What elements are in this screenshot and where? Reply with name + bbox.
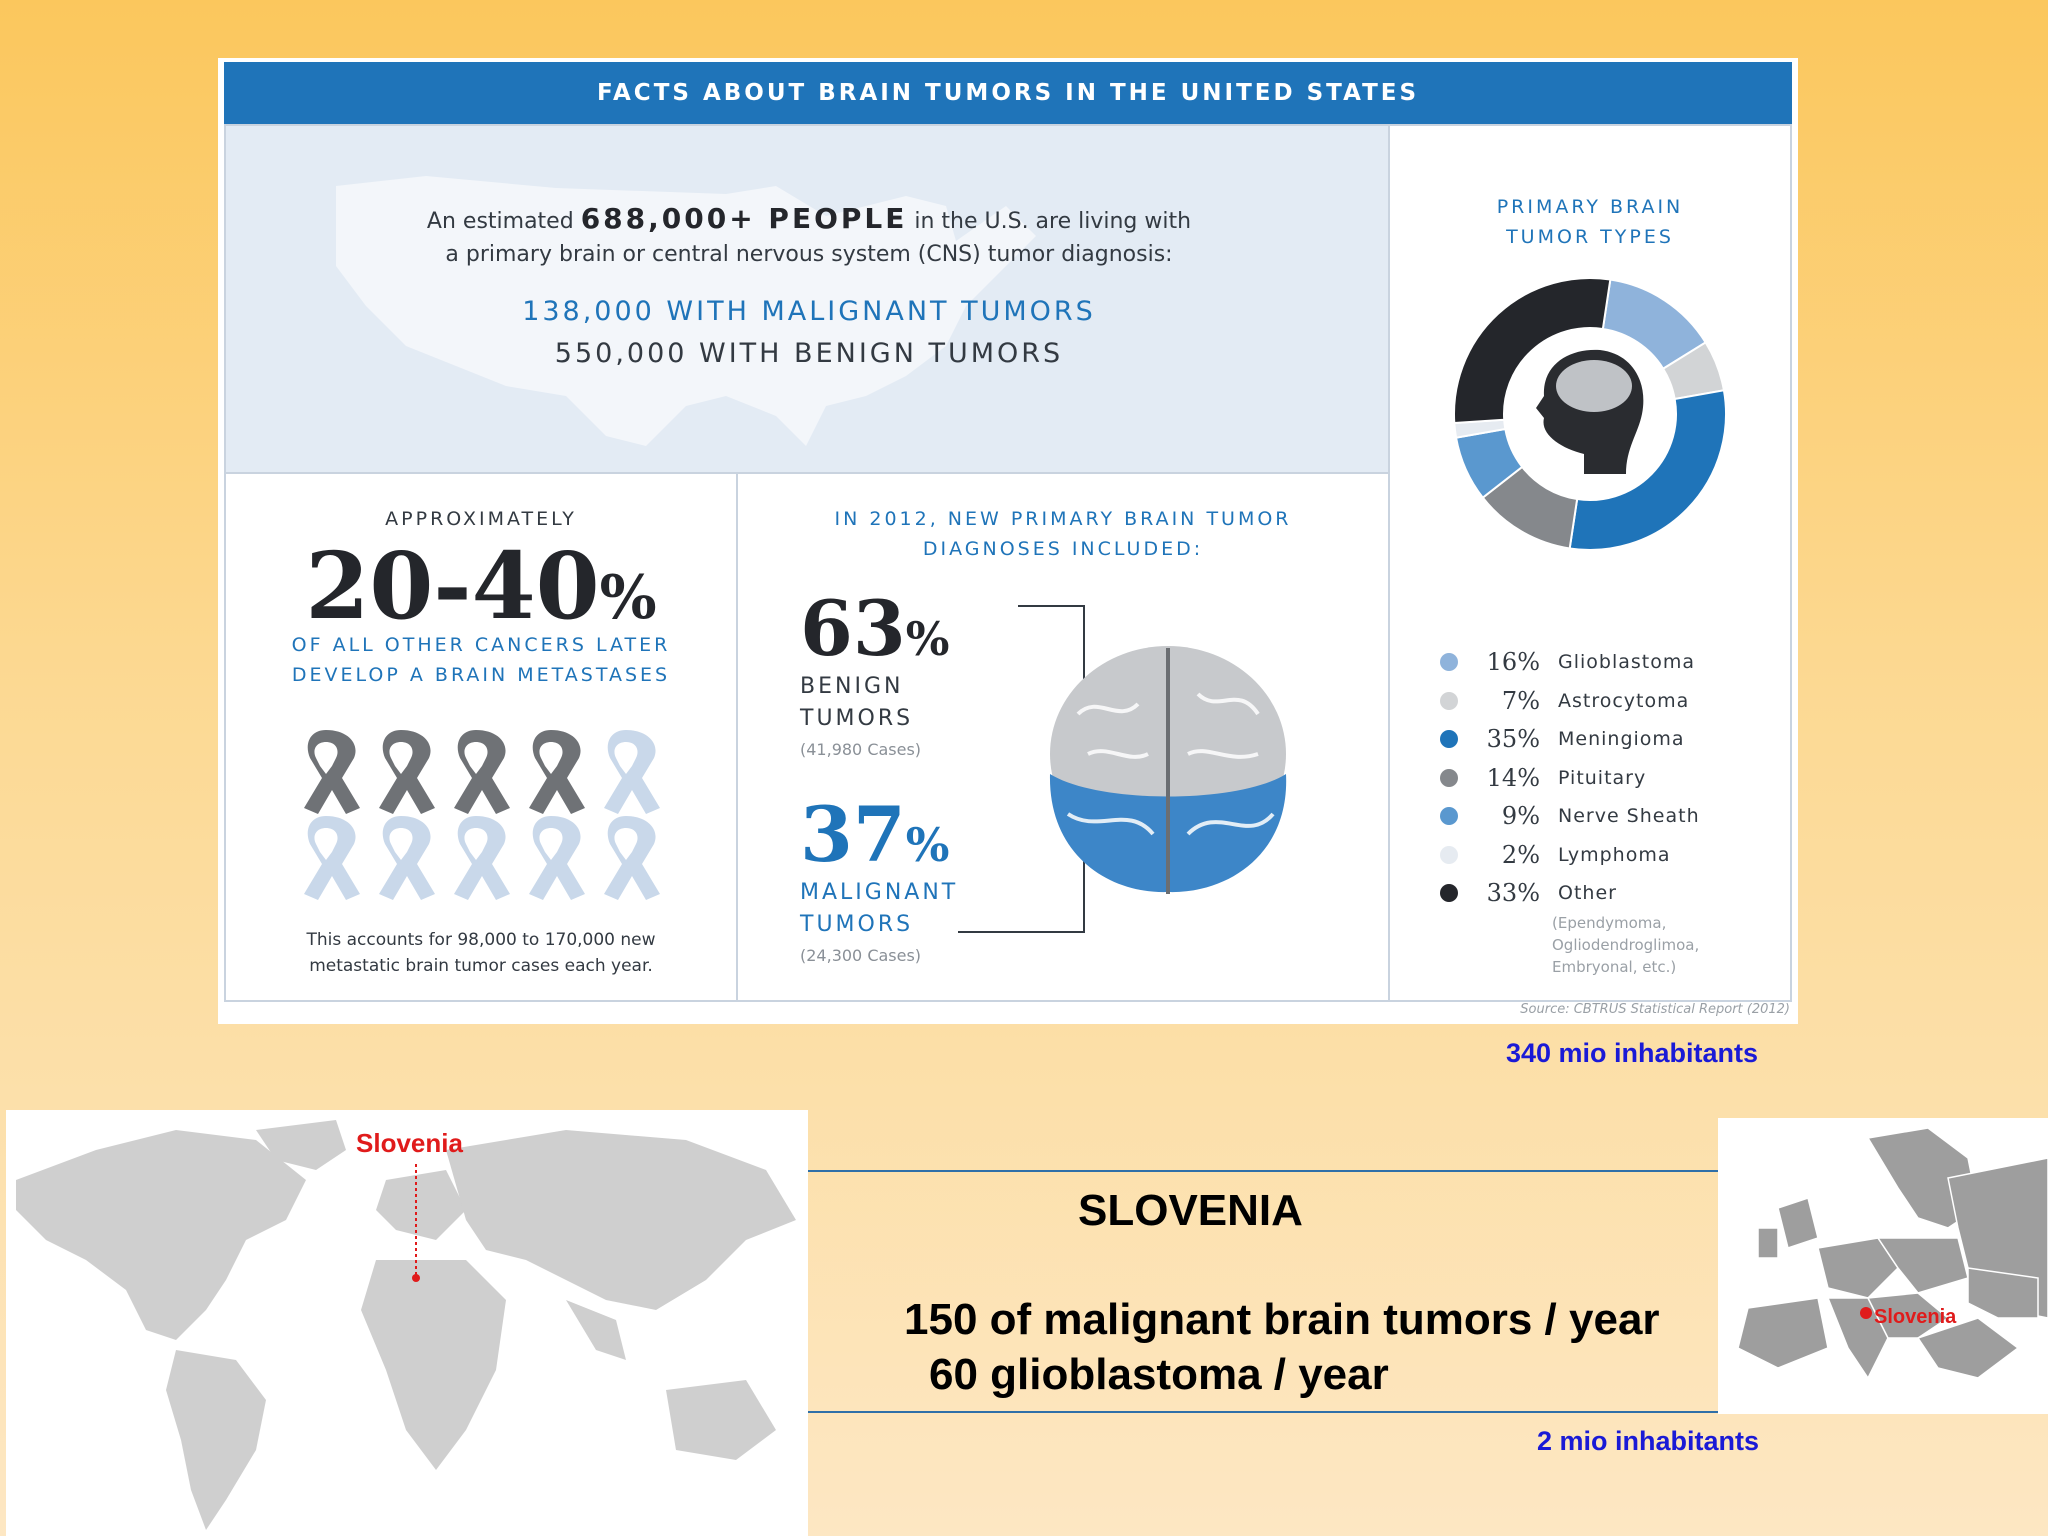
europe-map-slovenia-marker (1860, 1307, 1872, 1319)
malignant-cases: (24,300 Cases) (800, 946, 922, 965)
legend-dot (1440, 807, 1458, 825)
legend-name: Nerve Sheath (1558, 805, 1700, 827)
legend-item (1440, 721, 1685, 757)
other-note3: Embryonal, etc.) (1552, 958, 1677, 976)
range-pct-sign: % (599, 563, 657, 633)
infographic-card (218, 58, 1798, 1024)
legend-pct: 16% (1486, 648, 1540, 676)
malignant-pct (800, 790, 949, 879)
ribbon-icon (529, 816, 585, 900)
diagnoses-panel (736, 472, 1390, 1002)
ribbon-icon (379, 730, 435, 814)
metastases-footer2: metastatic brain tumor cases each year. (309, 956, 653, 976)
europe-map (1718, 1118, 2048, 1414)
malignant-count: 138,000 WITH MALIGNANT TUMORS (522, 296, 1096, 327)
legend-pct: 2% (1501, 840, 1540, 869)
europe-map-shapes (1718, 1118, 2048, 1414)
legend-item (1440, 760, 1646, 796)
ribbon-icon (379, 816, 435, 900)
ribbon-icon (529, 730, 585, 814)
benign-pct (800, 584, 949, 673)
benign-pct-value: 63 (800, 584, 906, 673)
other-note1: (Ependymoma, (1552, 914, 1667, 932)
approx-label: APPROXIMATELY (385, 508, 577, 530)
world-map (6, 1110, 808, 1536)
legend-pct: 7% (1501, 686, 1540, 715)
types-title1: PRIMARY BRAIN (1496, 196, 1684, 218)
metastases-panel (224, 472, 738, 1002)
legend-item (1440, 683, 1689, 719)
metastases-range (226, 532, 736, 640)
legend-item (1440, 644, 1695, 680)
ribbon-icon (304, 816, 360, 900)
types-title2: TUMOR TYPES (1506, 226, 1674, 248)
legend-dot (1440, 884, 1458, 902)
legend-name: Pituitary (1558, 766, 1647, 789)
legend-item (1440, 798, 1700, 834)
ribbon-grid (296, 722, 676, 902)
legend-dot (1440, 846, 1458, 864)
benign-label1: BENIGN (800, 674, 904, 699)
legend-pct: 33% (1486, 879, 1540, 907)
slovenia-title: SLOVENIA (1078, 1186, 1303, 1235)
world-map-slovenia-label: Slovenia (356, 1128, 463, 1158)
ribbon-icon (454, 730, 510, 814)
ribbon-icon (454, 816, 510, 900)
legend-name: Astrocytoma (1558, 689, 1690, 712)
ribbon-icon (304, 730, 360, 814)
people-count: 688,000+ PEOPLE (580, 202, 908, 235)
diagnoses-title1: IN 2012, NEW PRIMARY BRAIN TUMOR (834, 508, 1292, 530)
si-inhabitants: 2 mio inhabitants (1537, 1426, 1760, 1456)
world-map-shapes (6, 1110, 808, 1536)
tumor-types-panel (1388, 124, 1792, 1002)
brain-illustration (938, 604, 1298, 944)
us-inhabitants: 340 mio inhabitants (1506, 1038, 1759, 1068)
ribbon-icon (604, 730, 660, 814)
slovenia-glioblastoma: 60 glioblastoma / year (929, 1350, 1389, 1399)
legend-dot (1440, 692, 1458, 710)
malignant-label1: MALIGNANT (800, 880, 959, 905)
legend-name: Glioblastoma (1558, 651, 1696, 673)
ribbon-icon (604, 816, 660, 900)
legend-name: Other (1558, 882, 1617, 904)
legend-dot (1440, 730, 1458, 748)
infographic-banner: FACTS ABOUT BRAIN TUMORS IN THE UNITED STATES (224, 62, 1792, 124)
tumor-types-donut (1420, 264, 1760, 564)
legend-dot (1440, 769, 1458, 787)
top-panel (224, 124, 1390, 474)
legend-pct: 9% (1501, 802, 1540, 830)
legend-name: Meningioma (1558, 728, 1685, 750)
legend-item (1440, 875, 1617, 911)
benign-count: 550,000 WITH BENIGN TUMORS (554, 338, 1064, 369)
malignant-label2: TUMORS (800, 912, 914, 937)
divider-top (808, 1170, 1718, 1172)
legend-pct: 35% (1486, 725, 1540, 753)
head-brain-icon (1556, 360, 1632, 412)
malignant-pct-value: 37 (800, 790, 906, 879)
benign-cases: (41,980 Cases) (800, 740, 922, 759)
metastases-footer1: This accounts for 98,000 to 170,000 new (306, 930, 656, 950)
europe-map-slovenia-label: Slovenia (1874, 1306, 1957, 1328)
legend-dot (1440, 653, 1458, 671)
metastases-caption2: DEVELOP A BRAIN METASTASES (291, 664, 671, 686)
divider-bottom (808, 1411, 1718, 1413)
top-line2: a primary brain or central nervous system (CNS) tumor diagnosis: (445, 242, 1173, 267)
benign-label2: TUMORS (800, 706, 914, 731)
top-line1-post: in the U.S. are living with (907, 209, 1192, 234)
slovenia-malignant: 150 of malignant brain tumors / year (904, 1295, 1660, 1344)
legend-name: Lymphoma (1558, 843, 1671, 866)
diagnoses-title2: DIAGNOSES INCLUDED: (922, 538, 1204, 560)
legend-pct: 14% (1486, 763, 1540, 792)
top-line1 (226, 202, 1392, 235)
other-note2: Ogliodendroglimoa, (1552, 936, 1700, 954)
legend-item (1440, 837, 1670, 873)
source-note: Source: CBTRUS Statistical Report (2012) (1520, 1002, 1790, 1017)
metastases-caption1: OF ALL OTHER CANCERS LATER (291, 634, 671, 656)
malignant-pct-sign: % (905, 818, 950, 872)
top-line1-pre: An estimated (426, 209, 581, 234)
benign-pct-sign: % (905, 612, 950, 666)
world-map-slovenia-leader (410, 1164, 422, 1284)
range-value: 20-40 (305, 532, 600, 640)
